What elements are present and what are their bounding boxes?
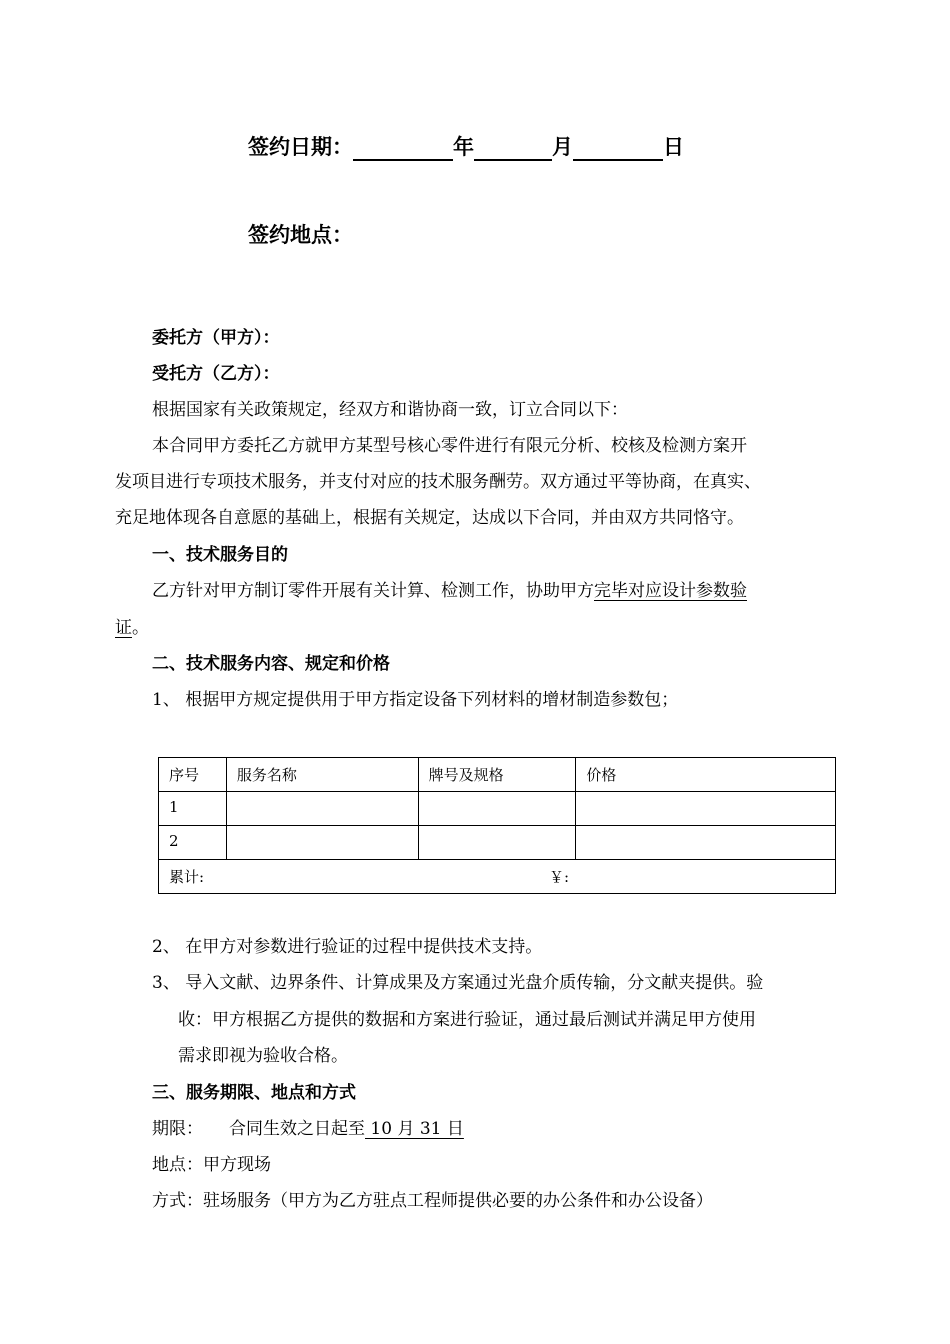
table-cell[interactable]	[418, 792, 576, 826]
table-header-cell: 服务名称	[226, 758, 418, 792]
total-currency: ￥:	[549, 868, 570, 886]
total-label: 累计:	[169, 868, 205, 886]
table-cell: 1	[159, 792, 227, 826]
table-header-cell: 序号	[159, 758, 227, 792]
contractor-party-label: 受托方（乙方）：	[152, 364, 280, 384]
table-header-row	[159, 758, 836, 792]
section-1-underlined-text: 完毕对应设计参数验	[594, 581, 747, 601]
term-label: 期限：	[152, 1119, 203, 1139]
section-1-underlined-text: 证	[115, 618, 132, 638]
section-1-text	[152, 583, 747, 600]
signing-date-line	[248, 131, 684, 161]
table-cell[interactable]	[226, 826, 418, 860]
service-price-table	[158, 757, 836, 894]
section-1-text-part: 乙方针对甲方制订零件开展有关计算、检测工作，协助甲方	[152, 581, 594, 601]
intro-paragraph-line: 发项目进行专项技术服务，并支付对应的技术服务酬劳。双方通过平等协商，在真实、	[115, 472, 761, 492]
table-cell[interactable]	[576, 792, 836, 826]
section-2-title: 二、技术服务内容、规定和价格	[152, 654, 390, 674]
table-cell[interactable]	[418, 826, 576, 860]
table-total-row	[159, 860, 836, 894]
term-text: 合同生效之日起至	[229, 1119, 365, 1139]
section-2-item-3: 3、 导入文献、边界条件、计算成果及方案通过光盘介质传输，分文献夹提供。验	[152, 973, 764, 993]
table-cell: 2	[159, 826, 227, 860]
section-1-period: 。	[132, 618, 149, 638]
section-1-text-cont	[115, 620, 149, 637]
table-header-cell: 牌号及规格	[418, 758, 576, 792]
section-1-title: 一、技术服务目的	[152, 545, 288, 565]
signing-date-label: 签约日期：	[248, 135, 353, 159]
table-total-cell[interactable]	[159, 860, 836, 894]
client-party-label: 委托方（甲方）：	[152, 328, 280, 348]
section-2-item-1: 1、 根据甲方规定提供用于甲方指定设备下列材料的增材制造参数包；	[152, 690, 679, 710]
table-cell[interactable]	[226, 792, 418, 826]
section-2-item-3-cont: 需求即视为验收合格。	[178, 1046, 348, 1066]
month-label: 月	[552, 135, 573, 159]
table-cell[interactable]	[576, 826, 836, 860]
intro-line: 根据国家有关政策规定，经双方和谐协商一致，订立合同以下：	[152, 400, 628, 420]
signing-place-label: 签约地点：	[248, 223, 353, 247]
month-blank[interactable]	[474, 137, 552, 161]
term-date: 10 月 31 日	[365, 1119, 464, 1139]
section-2-item-3-cont: 收：甲方根据乙方提供的数据和方案进行验证，通过最后测试并满足甲方使用	[178, 1010, 756, 1030]
table-row	[159, 792, 836, 826]
section-2-item-2: 2、 在甲方对参数进行验证的过程中提供技术支持。	[152, 937, 543, 957]
service-method: 方式：驻场服务（甲方为乙方驻点工程师提供必要的办公条件和办公设备）	[152, 1191, 713, 1211]
term-line	[152, 1121, 464, 1138]
table-row	[159, 826, 836, 860]
day-blank[interactable]	[573, 137, 663, 161]
table-header-cell: 价格	[576, 758, 836, 792]
intro-paragraph-line: 充足地体现各自意愿的基础上，根据有关规定，达成以下合同，并由双方共同恪守。	[115, 508, 744, 528]
service-place: 地点：甲方现场	[152, 1155, 271, 1175]
year-blank[interactable]	[353, 137, 453, 161]
section-3-title: 三、服务期限、地点和方式	[152, 1083, 356, 1103]
day-label: 日	[663, 135, 684, 159]
year-label: 年	[453, 135, 474, 159]
intro-paragraph-line: 本合同甲方委托乙方就甲方某型号核心零件进行有限元分析、校核及检测方案开	[152, 436, 747, 456]
